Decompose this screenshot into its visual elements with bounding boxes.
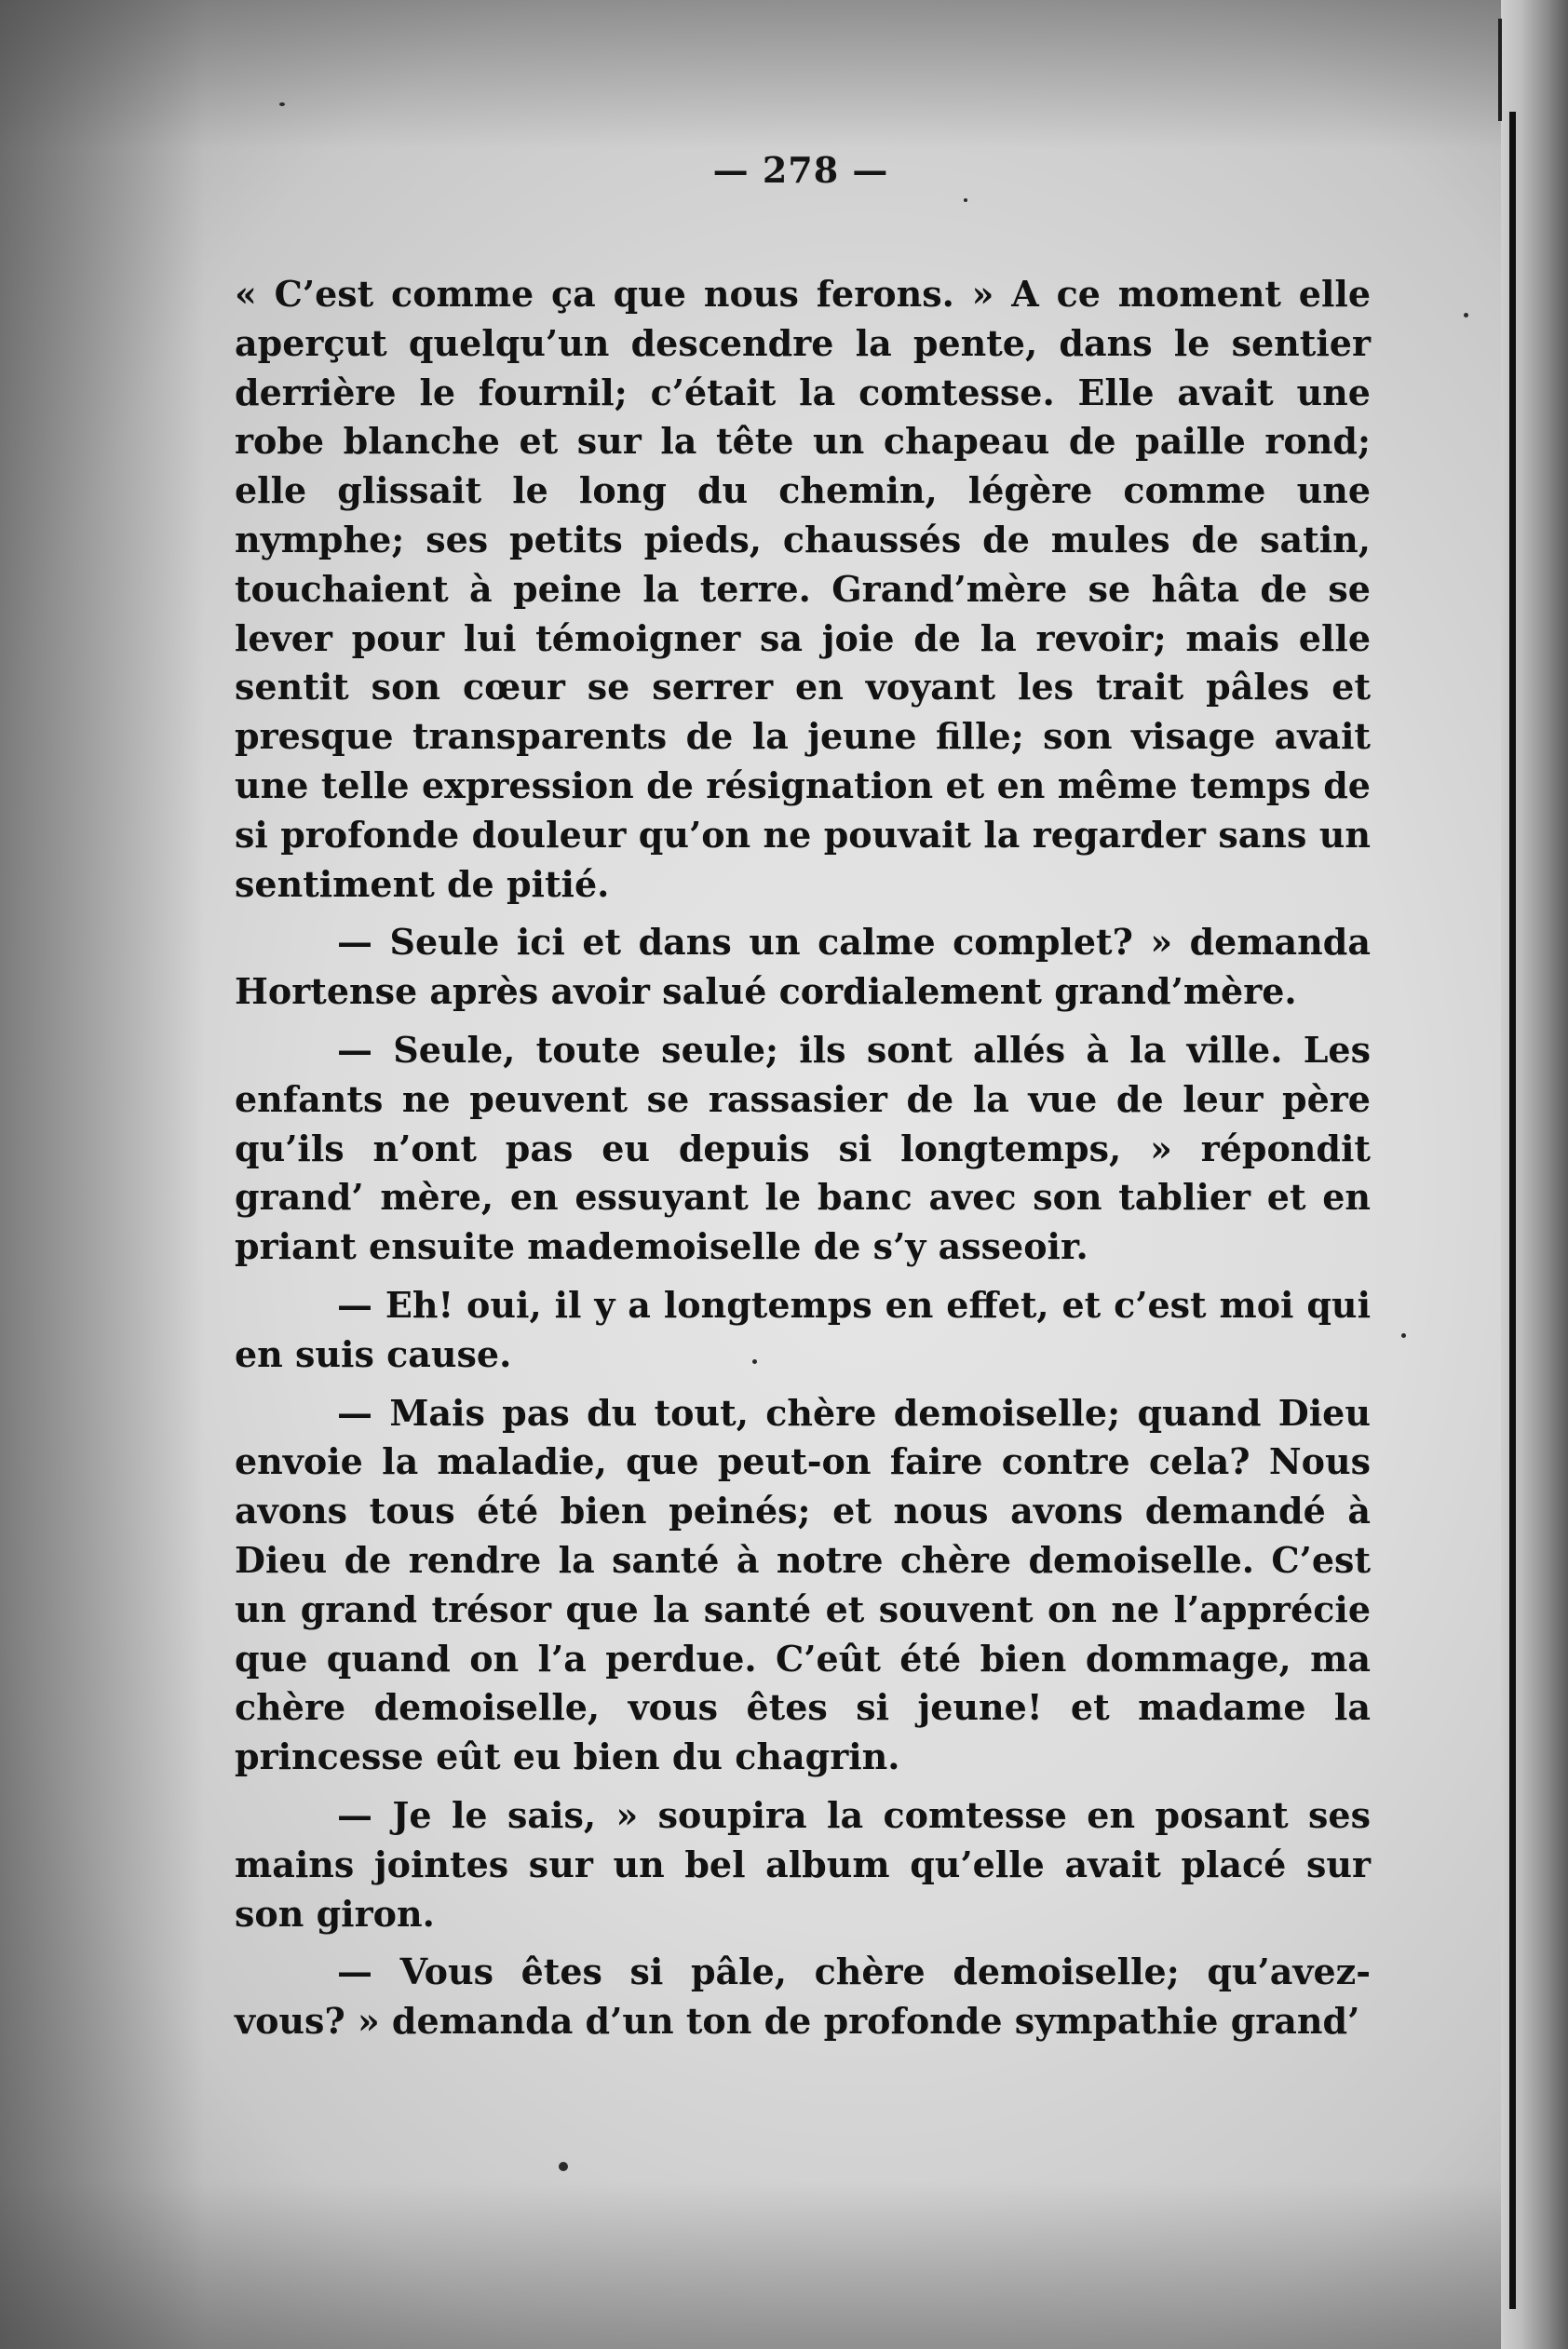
paragraph: — Je le sais, » soupira la comtesse en posant ses mains jointes sur un bel album qu’elle avait placé sur son giron. [235,1793,1371,1935]
spine-edge-line-top [1498,19,1502,121]
ink-speck [1464,313,1468,317]
paragraph: — Seule ici et dans un calme complet? » demanda Hortense après avoir salué cordialement grand’mère. [235,921,1371,1013]
paragraph: — Seule, toute seule; ils sont allés à la ville. Les enfants ne peuvent se rassasier de la vue de leur père qu’ils n’ont pas eu depuis si longtemps, » répondit grand’ mère, en essuyant le banc avec son tablier et en priant ensuite mademoiselle de s’y asseoir. [235,1028,1371,1268]
page-body-text [235,270,1371,2056]
paragraph: « C’est comme ça que nous ferons. » A ce moment elle aperçut quelqu’un descendre la pente, dans le sentier derrière le fournil; c’était la comtesse. Elle avait une robe blanche et sur la tête un chapeau de paille rond; elle glissait le long du chemin, légère comme une nymphe; ses petits pieds, chaussés de mules de satin, touchaient à peine la terre. Grand’mère se hâta de se lever pour lui témoigner sa joie de la revoir; mais elle sentit son cœur se serrer en voyant les trait pâles et presque transparents de la jeune fille; son visage avait une telle expression de résignation et en même temps de si profonde douleur qu’on ne pouvait la regarder sans un sentiment de pitié. [235,273,1371,905]
paragraph: — Vous êtes si pâle, chère demoiselle; qu’avez-vous? » demanda d’un ton de profonde sympathie grand’ [235,1951,1371,2043]
ink-speck [559,2162,568,2171]
paragraph: — Eh! oui, il y a longtemps en effet, et c’est moi qui en suis cause. [235,1283,1371,1375]
page-edge-shadow-bottom [0,2181,1568,2349]
paragraph: — Mais pas du tout, chère demoiselle; quand Dieu envoie la maladie, que peut-on faire contre cela? Nous avons tous été bien peinés; et nous avons demandé à Dieu de rendre la santé à notre chère demoiselle. C’est un grand trésor que la santé et souvent on ne l’apprécie que quand on l’a perdue. C’eût été bien dommage, ma chère demoiselle, vous êtes si jeune! et madame la princesse eût eu bien du chagrin. [235,1391,1371,1778]
ink-speck [964,198,967,202]
ink-speck [1401,1333,1406,1338]
page-number: — 278 — [712,149,889,191]
page-edge-shadow-top [0,0,1568,149]
page-edge-shadow-left [0,0,205,2349]
spine-edge-line [1509,112,1516,2309]
ink-speck [279,102,285,106]
